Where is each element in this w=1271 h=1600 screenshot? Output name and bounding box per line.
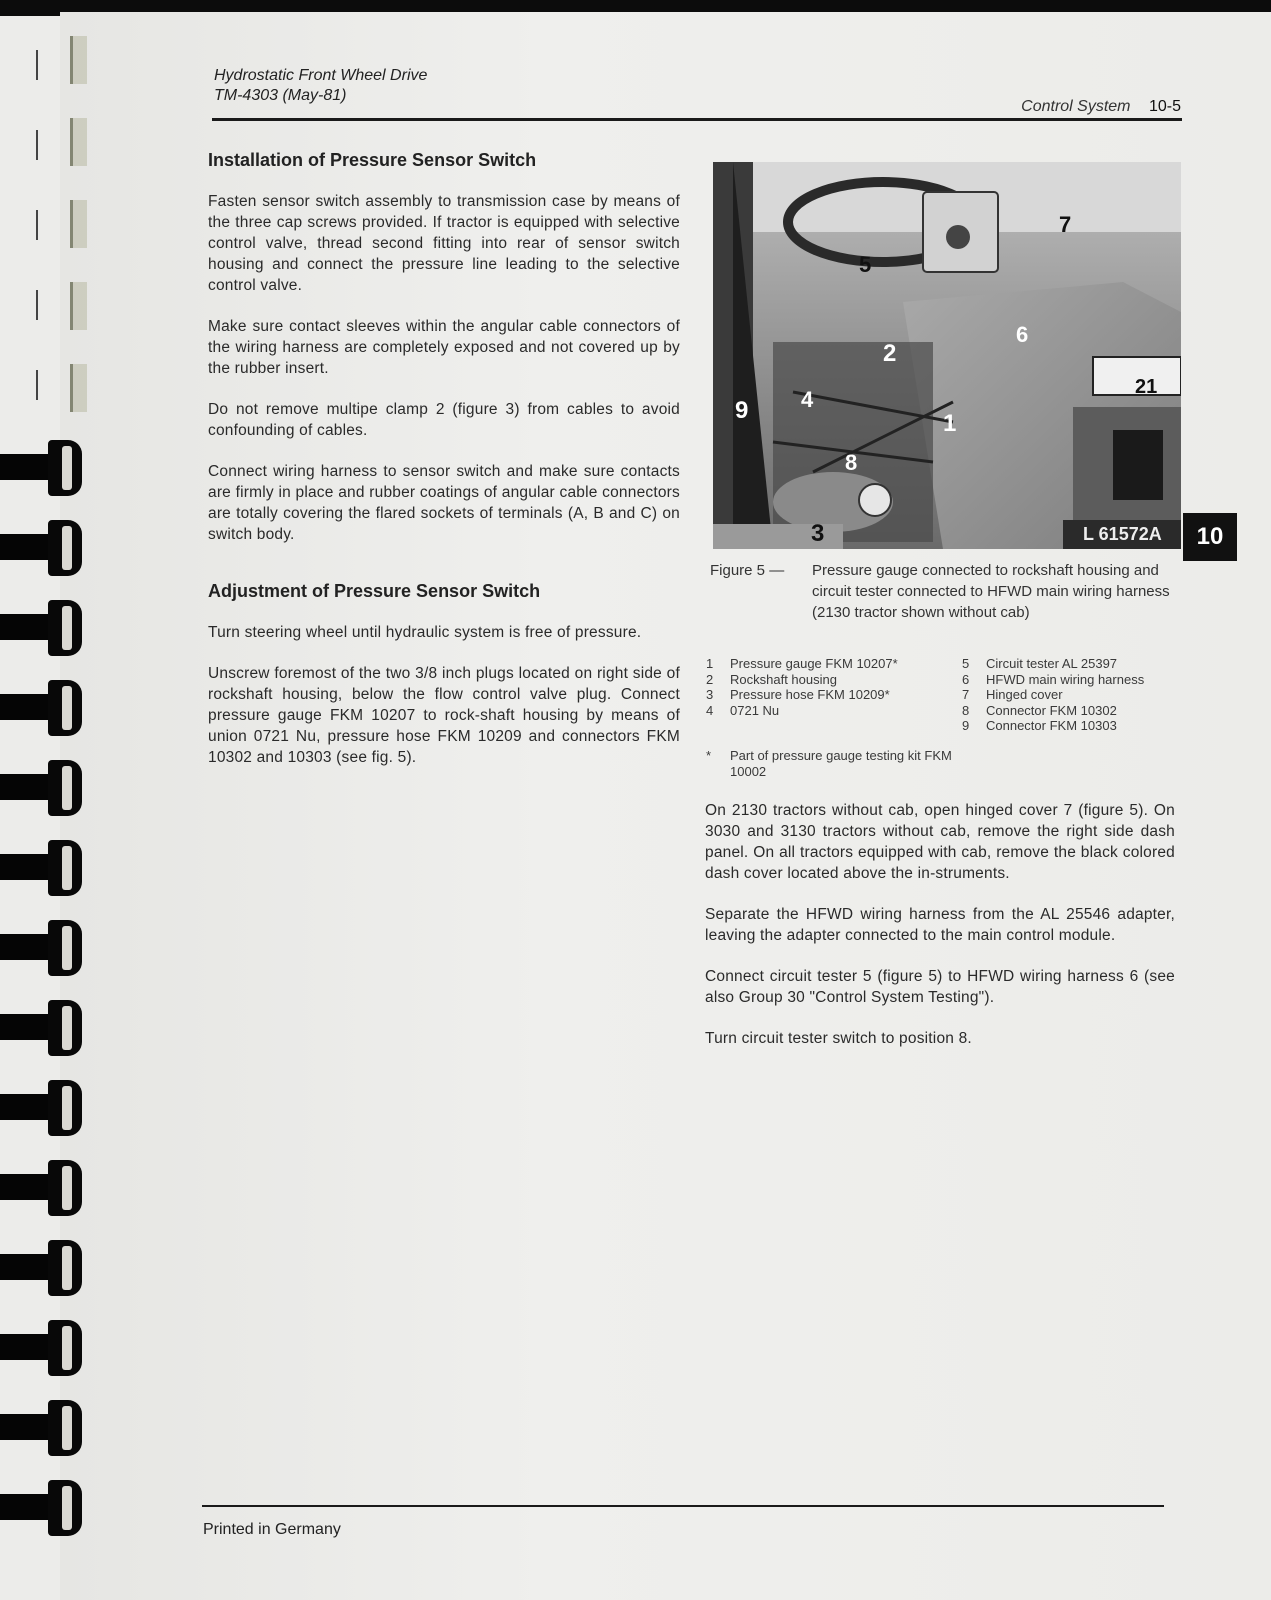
paragraph: Make sure contact sleeves within the angular cable connectors of the wiring harness are completely exposed and not covered up by the rubber insert. [208, 318, 680, 377]
heading-installation: Installation of Pressure Sensor Switch [208, 150, 537, 170]
spiral-binding [0, 0, 90, 1600]
paragraph: Fasten sensor switch assembly to transmission case by means of the three cap screws provided. If tractor is equipped with selective control valve, thread second fitting into rear of sensor switch housing and connect the pressure line leading to the selective control valve. [208, 193, 680, 294]
binding-blot [70, 36, 87, 84]
page-number: 10-5 [1148, 98, 1181, 115]
spiral-coil [0, 920, 82, 976]
footer-rule [202, 1505, 1164, 1507]
legend-item [962, 718, 1176, 734]
spiral-coil [0, 840, 82, 896]
figure-label: Figure 5 — [710, 562, 785, 579]
photo-label: 1 [943, 410, 957, 437]
photo-label: 6 [1016, 322, 1029, 347]
legend-item [962, 687, 1176, 703]
photo-label: 8 [845, 450, 858, 475]
legend-text: 0721 Nu [730, 702, 780, 718]
figure-caption-text: Pressure gauge connected to rockshaft housing and circuit tester connected to HFWD main wiring harness (2130 tractor shown without cab) [812, 562, 1170, 621]
spiral-coil [0, 1080, 82, 1136]
legend-note [706, 748, 960, 779]
legend-number: 1 [706, 656, 714, 671]
photo-model-number: 21 [1135, 376, 1158, 398]
spiral-coil [0, 1240, 82, 1296]
photo-label: 4 [801, 387, 814, 412]
photo-code: L 61572A [1083, 524, 1162, 544]
spiral-coil [0, 1400, 82, 1456]
legend-text: Pressure gauge FKM 10207* [730, 656, 898, 671]
paragraph: On 2130 tractors without cab, open hinged cover 7 (figure 5). On 3030 and 3130 tractors without cab, remove the right side dash panel. On all tractors equipped with cab, remove the black colored dash cover located above the in-struments. [705, 802, 1175, 882]
legend-number: 2 [706, 671, 714, 687]
right-column [705, 800, 1175, 1069]
legend-item [962, 703, 1176, 719]
legend-number: 9 [962, 718, 970, 733]
manual-title: Hydrostatic Front Wheel Drive [214, 67, 428, 84]
paragraph: Turn circuit tester switch to position 8. [705, 1030, 972, 1047]
photo-label: 5 [859, 252, 872, 277]
legend-text: Connector FKM 10302 [986, 702, 1117, 718]
binding-blot [70, 200, 87, 248]
legend-item [706, 703, 936, 719]
spiral-coil [0, 1480, 82, 1536]
figure-photo [713, 162, 1181, 549]
left-column [208, 150, 680, 788]
legend-number: 3 [706, 687, 714, 702]
binding-mark [36, 50, 38, 80]
legend-note-text: Part of pressure gauge testing kit FKM 10002 [730, 748, 952, 779]
paragraph: Connect wiring harness to sensor switch and make sure contacts are firmly in place and rubber coatings of angular cable connectors are totally covering the flared sockets of terminals (A, B and C) on switch body. [208, 463, 680, 543]
legend-text: Hinged cover [986, 687, 1063, 702]
legend-text: HFWD main wiring harness [986, 671, 1145, 687]
legend-number: 6 [962, 671, 970, 687]
binding-blot [70, 118, 87, 166]
footer-text: Printed in Germany [203, 1521, 341, 1538]
legend-left [706, 656, 936, 718]
spiral-coil [0, 1160, 82, 1216]
paragraph: Turn steering wheel until hydraulic system is free of pressure. [208, 624, 642, 641]
paragraph: Unscrew foremost of the two 3/8 inch plugs located on right side of rockshaft housing, below the flow control valve plug. Connect pressure gauge FKM 10207 to rock-shaft housing by means of union 0721 Nu, pressure hose FKM 10209 and connectors FKM 10302 and 10303 (see fig. 5). [208, 665, 680, 766]
photo-label: 2 [883, 340, 897, 367]
spiral-coil [0, 1000, 82, 1056]
spiral-coil [0, 680, 82, 736]
spiral-coil [0, 760, 82, 816]
binding-mark [36, 210, 38, 240]
manual-header [214, 66, 427, 106]
manual-number: TM-4303 (May-81) [214, 87, 347, 104]
binding-mark [36, 370, 38, 400]
heading-adjustment: Adjustment of Pressure Sensor Switch [208, 581, 541, 601]
legend-text: Rockshaft housing [730, 671, 837, 687]
paragraph: Do not remove multipe clamp 2 (figure 3) from cables to avoid confounding of cables. [208, 401, 680, 439]
paragraph: Separate the HFWD wiring harness from the AL 25546 adapter, leaving the adapter connected to the main control module. [705, 906, 1175, 944]
legend-item [706, 656, 936, 672]
photo-label: 3 [811, 520, 825, 547]
legend-text: Pressure hose FKM 10209* [730, 687, 890, 702]
binding-mark [36, 290, 38, 320]
legend-item [706, 672, 936, 688]
spiral-coil [0, 440, 82, 496]
paragraph: Connect circuit tester 5 (figure 5) to HFWD wiring harness 6 (see also Group 30 "Control System Testing"). [705, 968, 1175, 1006]
binding-blot [70, 282, 87, 330]
binding-blot [70, 364, 87, 412]
tractor-photo [713, 162, 1181, 549]
binding-mark [36, 130, 38, 160]
legend-right [962, 656, 1176, 734]
spiral-coil [0, 520, 82, 576]
legend-text: Connector FKM 10303 [986, 718, 1117, 733]
legend-item [962, 656, 1176, 672]
photo-label: 7 [1059, 212, 1072, 237]
legend-item [962, 672, 1176, 688]
footnote-mark: * [706, 748, 712, 763]
photo-label: 9 [735, 397, 749, 424]
section-name: Control System [1021, 98, 1131, 115]
legend-number: 8 [962, 702, 970, 718]
spiral-coil [0, 1320, 82, 1376]
legend-number: 5 [962, 656, 970, 671]
spiral-coil [0, 600, 82, 656]
legend-number: 4 [706, 702, 714, 718]
legend-item [706, 687, 936, 703]
section-tab: 10 [1183, 513, 1237, 561]
section-header [1021, 98, 1181, 116]
header-rule [212, 118, 1182, 121]
legend-text: Circuit tester AL 25397 [986, 656, 1118, 671]
legend-number: 7 [962, 687, 970, 702]
